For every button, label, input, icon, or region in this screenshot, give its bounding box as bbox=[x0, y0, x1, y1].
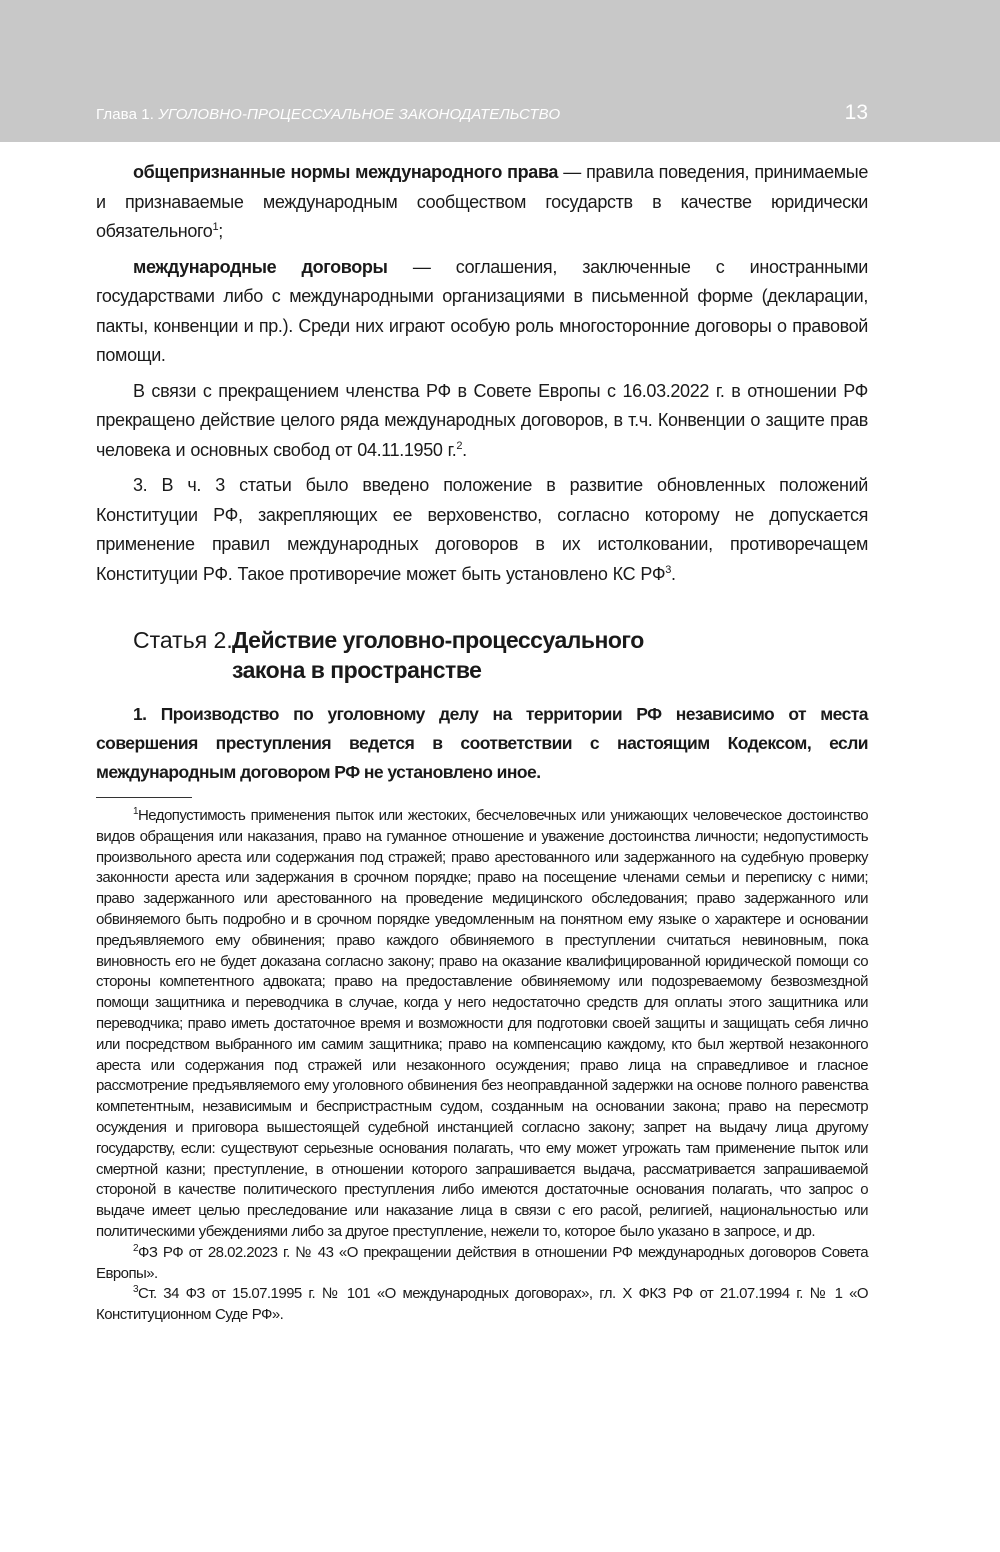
punctuation: ; bbox=[218, 221, 223, 241]
footnote-text: Ст. 34 ФЗ от 15.07.1995 г. № 101 «О международных договорах», гл. X ФКЗ РФ от 21.07.1994 г. № 1 «О Конституционном Суде РФ». bbox=[96, 1285, 868, 1324]
footnote-mark: 2 bbox=[133, 1242, 139, 1254]
footnote-mark: 1 bbox=[133, 806, 139, 817]
paragraph-general-norms bbox=[96, 158, 868, 247]
punctuation: . bbox=[670, 563, 676, 584]
footnote-ref-1[interactable]: 1 bbox=[212, 221, 219, 233]
punctuation: . bbox=[462, 439, 467, 460]
footnote-text: ФЗ РФ от 28.02.2023 г. № 43 «О прекращении действия в отношении РФ международных договоров Совета Европы». bbox=[96, 1243, 868, 1282]
header-band bbox=[0, 0, 1000, 142]
term-international-treaties: международные договоры bbox=[133, 256, 388, 277]
footnote-1 bbox=[96, 806, 868, 1243]
footnote-3 bbox=[96, 1284, 868, 1326]
chapter-prefix: Глава 1. bbox=[96, 106, 154, 123]
term-general-norms: общепризнанные нормы международного права bbox=[133, 162, 559, 182]
footnote-ref-3[interactable]: 3 bbox=[665, 563, 671, 576]
paragraph-part-3 bbox=[96, 471, 868, 589]
page-body bbox=[96, 158, 868, 1326]
chapter-title: УГОЛОВНО-ПРОЦЕССУАЛЬНОЕ ЗАКОНОДАТЕЛЬСТВО bbox=[158, 106, 561, 123]
footnote-ref-2[interactable]: 2 bbox=[456, 439, 463, 452]
article-title-line-1: Действие уголовно-процессуального bbox=[232, 627, 644, 653]
footnote-2 bbox=[96, 1243, 868, 1285]
definition-text: — правила поведения, принимаемые и признаваемые международным сообществом государств в качестве юридически обязательного bbox=[96, 162, 869, 241]
paragraph-council-of-europe bbox=[96, 377, 868, 466]
article-heading bbox=[96, 625, 868, 685]
footnote-text: Недопустимость применения пыток или жестоких, бесчеловечных или унижающих человеческое достоинство видов обращения или наказания, право на гуманное отношение и уважение достоинства личности; недопустимость произвольного ареста или содержания под стражей; право арестованного или задержанного на судебную проверку законности ареста или задержания в срочном порядке; право на посещение членами семьи и переписку с ними; право задержанного или арестованного на проведение медицинского обследования; право задержанного или обвиняемого быть подробно и в срочном порядке уведомленным на понятном ему языке о характере и основании предъявляемого ему обвинения; право каждого обвиняемого в преступлении считаться невиновным, пока виновность его не будет доказана согласно закону; право на оказание квалифицированной юридической помощи со стороны компетентного адвоката; право на предоставление обвиняемому или подозреваемому безвозмездной помощи защитника и переводчика в случае, когда у него недостаточно средств для оплаты этого защитника или переводчика; право иметь достаточное время и возможности для подготовки своей защиты и защищать себя лично или посредством выбранного им самим защитника; право на компенсацию каждому, кто был жертвой незаконного ареста или содержания под стражей или незаконного осуждения; право лица на справедливое и гласное рассмотрение предъявляемого ему уголовного обвинения без неоправданной задержки на основе полного равенства компетентным, независимым и беспристрастным судом, созданным на основании закона; право на пересмотр осуждения и приговора вышестоящей судебной инстанцией согласно закону; запрет на выдачу лица другому государству, если: существуют серьезные основания полагать, что ему может угрожать там применение пыток или смертной казни; преступление, в отношении которого запрашивается выдача, рассматривается запрашиваемой стороной в качестве политического преступления либо имеются достаточные основания полагать, что запрос о выдаче имеет целью преследование или наказание лица в связи с его расой, религией, национальностью или политическими убеждениями либо за другое преступление, нежели то, которое было указано в запросе, и др. bbox=[96, 807, 868, 1240]
article-title bbox=[232, 625, 652, 685]
article-rule-text: 1. Производство по уголовному делу на территории РФ независимо от места совершения преступления ведется в соответствии с настоящим Кодексом, если международным договором РФ не установлено иное. bbox=[96, 704, 868, 782]
article-title-line-2: закона в пространстве bbox=[232, 657, 482, 683]
definition-text: — соглашения, заключенные с иностранными государствами либо с международными организациями в письменной форме (декларации, пакты, конвенции и пр.). Среди них играют особую роль многосторонние договоры о правовой помощи. bbox=[96, 256, 868, 365]
footnote-separator bbox=[96, 797, 192, 798]
paragraph-international-treaties bbox=[96, 253, 868, 371]
paragraph-text: 3. В ч. 3 статьи было введено положение в развитие обновленных положений Конституции РФ, закрепляющих ее верховенство, согласно которому не допускается применение правил международных договоров в их истолковании, противоречащем Конституции РФ. Такое противоречие может быть установлено КС РФ bbox=[96, 475, 868, 584]
footnote-mark: 3 bbox=[133, 1284, 139, 1296]
running-header bbox=[96, 106, 560, 123]
paragraph-text: В связи с прекращением членства РФ в Совете Европы с 16.03.2022 г. в отношении РФ прекращено действие целого ряда международных договоров, в т.ч. Конвенции о защите прав человека и основных свобод от 04.11.1950 г. bbox=[96, 380, 868, 460]
page-number: 13 bbox=[844, 101, 868, 124]
article-label: Статья 2. bbox=[133, 627, 233, 653]
